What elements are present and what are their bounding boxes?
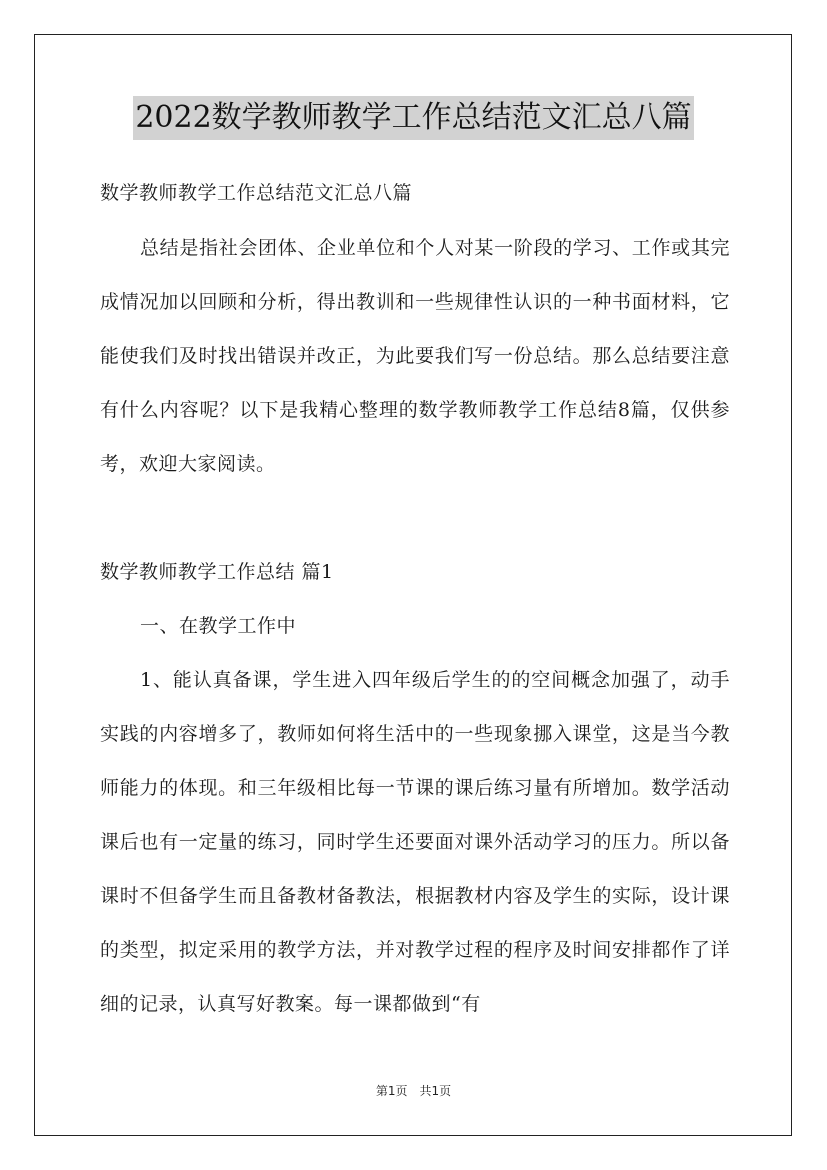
- document-title: 2022数学教师教学工作总结范文汇总八篇: [133, 96, 693, 140]
- document-subtitle: 数学教师教学工作总结范文汇总八篇: [100, 182, 413, 204]
- page-total: 共1页: [419, 1084, 452, 1098]
- subsection-heading: 一、在教学工作中: [140, 615, 297, 637]
- body-paragraph: 1、能认真备课，学生进入四年级后学生的的空间概念加强了，动手实践的内容增多了，教师如何将生活中的一些现象挪入课堂，这是当今教师能力的体现。和三年级相比每一节课的课后练习量有所增加。数学活动课后也有一定量的练习，同时学生还要面对课外活动学习的压力。所以备课时不但备学生而且备教材备教法，根据教材内容及学生的实际，设计课的类型，拟定采用的教学方法，并对教学过程的程序及时间安排都作了详细的记录，认真写好教案。每一课都做到“有: [100, 669, 730, 1015]
- page-number: 第1页: [375, 1084, 408, 1098]
- title-container: [0, 96, 827, 140]
- page-footer: [0, 1083, 827, 1099]
- intro-paragraph: 总结是指社会团体、企业单位和个人对某一阶段的学习、工作或其完成情况加以回顾和分析，得出教训和一些规律性认识的一种书面材料，它能使我们及时找出错误并改正，为此要我们写一份总结。那么总结要注意有什么内容呢？以下是我精心整理的数学教师教学工作总结8篇，仅供参考，欢迎大家阅读。: [100, 237, 730, 475]
- section-heading: 数学教师教学工作总结 篇1: [100, 561, 334, 583]
